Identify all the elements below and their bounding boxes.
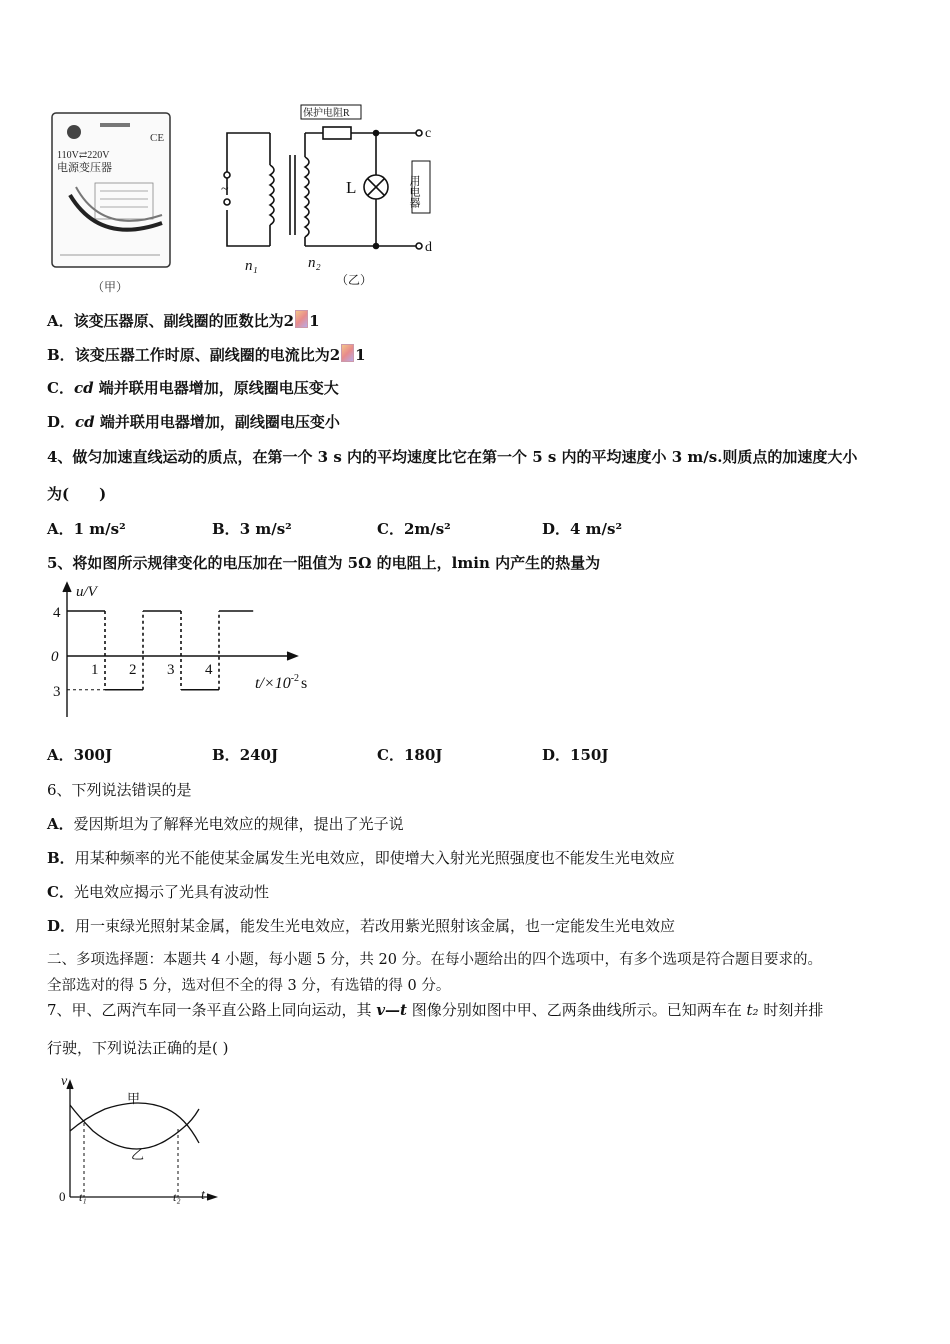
q5-origin: 0 [51, 649, 59, 665]
vt-origin: 0 [59, 1189, 66, 1204]
q3-option-c: C．cd 端并联用电器增加，原线圈电压变大 [47, 379, 339, 397]
q3-option-b: B．该变压器工作时原、副线圈的电流比为2 1 [47, 346, 366, 364]
protect-resistor-label: 保护电阻R [303, 108, 350, 119]
q5-tick-label: 1 [91, 662, 99, 678]
q5-x-arrow [287, 652, 297, 660]
vt-v-label: v [61, 1074, 68, 1089]
q4-stem-line2: 为( ) [47, 485, 107, 503]
q5-low-label: 3 [53, 683, 61, 700]
vt-yi-label: 乙 [131, 1147, 145, 1162]
lamp-label: L [346, 178, 357, 197]
vt-t2: t₂ [173, 1190, 181, 1204]
circuit-caption: （乙） [336, 273, 373, 287]
vt-t1: t₁ [79, 1190, 87, 1204]
q6-stem: 6、下列说法错误的是 [47, 781, 192, 799]
q6-option-c: C．光电效应揭示了光具有波动性 [47, 883, 269, 901]
q5-y-arrow [63, 583, 71, 592]
q4-stem-line1: 4、做匀加速直线运动的质点，在第一个 3 s 内的平均速度比它在第一个 5 s 内的平均速度小 3 m/s.则质点的加速度大小 [47, 448, 858, 466]
device-voltage: 110V⇄220V [57, 150, 110, 161]
q4-option-b: B．3 m/s² [212, 520, 292, 538]
q6-option-b: B．用某种频率的光不能使某金属发生光电效应，即使增大入射光光照强度也不能发生光电效应 [47, 849, 675, 867]
q5-stem: 5、将如图所示规律变化的电压加在一阻值为 5Ω 的电阻上，lmin 内产生的热量为 [47, 554, 601, 572]
n1-label: n₁ [245, 258, 258, 274]
q6-option-a: A．爱因斯坦为了解释光电效应的规律，提出了光子说 [47, 815, 404, 833]
terminal-d: d [425, 240, 432, 255]
q5-option-b: B．240J [212, 746, 279, 764]
ratio-image [295, 310, 308, 328]
ratio-image [341, 344, 354, 362]
section2-line1: 二、多项选择题：本题共 4 小题，每小题 5 分，共 20 分。在每小题给出的四个选项中，有多个选项是符合题目要求的。 [47, 952, 823, 968]
q5-option-a: A．300J [47, 746, 113, 764]
q3-option-a: A．该变压器原、副线圈的匝数比为2 1 [47, 312, 320, 330]
curve-yi [70, 1105, 199, 1149]
q5-tick-label: 3 [167, 662, 175, 678]
q5-xlabel: $t/\times 10^{-2}$ s [255, 673, 308, 692]
q5-option-c: C．180J [377, 746, 443, 764]
q5-high-label: 4 [53, 605, 61, 621]
q7-stem-line1: 7、甲、乙两汽车同一条平直公路上同向运动，其 v—t 图像分别如图中甲、乙两条曲线所示。已知两车在 t₂ 时刻并排 [47, 1001, 824, 1019]
terminal-c: c [425, 126, 432, 141]
q5-ylabel: u/V [76, 584, 97, 600]
vt-graph [55, 1073, 235, 1213]
q6-option-d: D．用一束绿光照射某金属，能发生光电效应，若改用紫光照射该金属，也一定能发生光电效应 [47, 917, 676, 935]
device-caption: （甲） [92, 280, 129, 294]
appliance-label: 用电器 [408, 175, 420, 208]
section2-line2: 全部选对的得 5 分，选对但不全的得 3 分，有选错的得 0 分。 [47, 978, 451, 994]
q5-tick-label: 4 [205, 662, 213, 678]
q4-option-d: D．4 m/s² [542, 520, 623, 538]
curve-jia [70, 1103, 199, 1143]
voltage-square-wave-chart [40, 577, 340, 727]
transformer-figure [40, 95, 460, 300]
vt-t-label: t [201, 1188, 205, 1203]
vt-jia-label: 甲 [127, 1091, 141, 1106]
q5-tick-label: 2 [129, 662, 137, 678]
transformer-circuit [224, 105, 430, 249]
ac-symbol: ~ [221, 182, 229, 197]
transformer-device-photo [52, 113, 170, 267]
q5-option-d: D．150J [542, 746, 609, 764]
q7-stem-line2: 行驶，下列说法正确的是( ) [47, 1039, 229, 1057]
q3-option-d: D．cd 端并联用电器增加，副线圈电压变小 [47, 413, 340, 431]
q4-option-a: A．1 m/s² [47, 520, 126, 538]
n2-label: n₂ [308, 255, 321, 271]
q4-option-c: C．2m/s² [377, 520, 451, 538]
device-name: 电源变压器 [57, 162, 112, 174]
svg-text:CE: CE [150, 132, 165, 144]
